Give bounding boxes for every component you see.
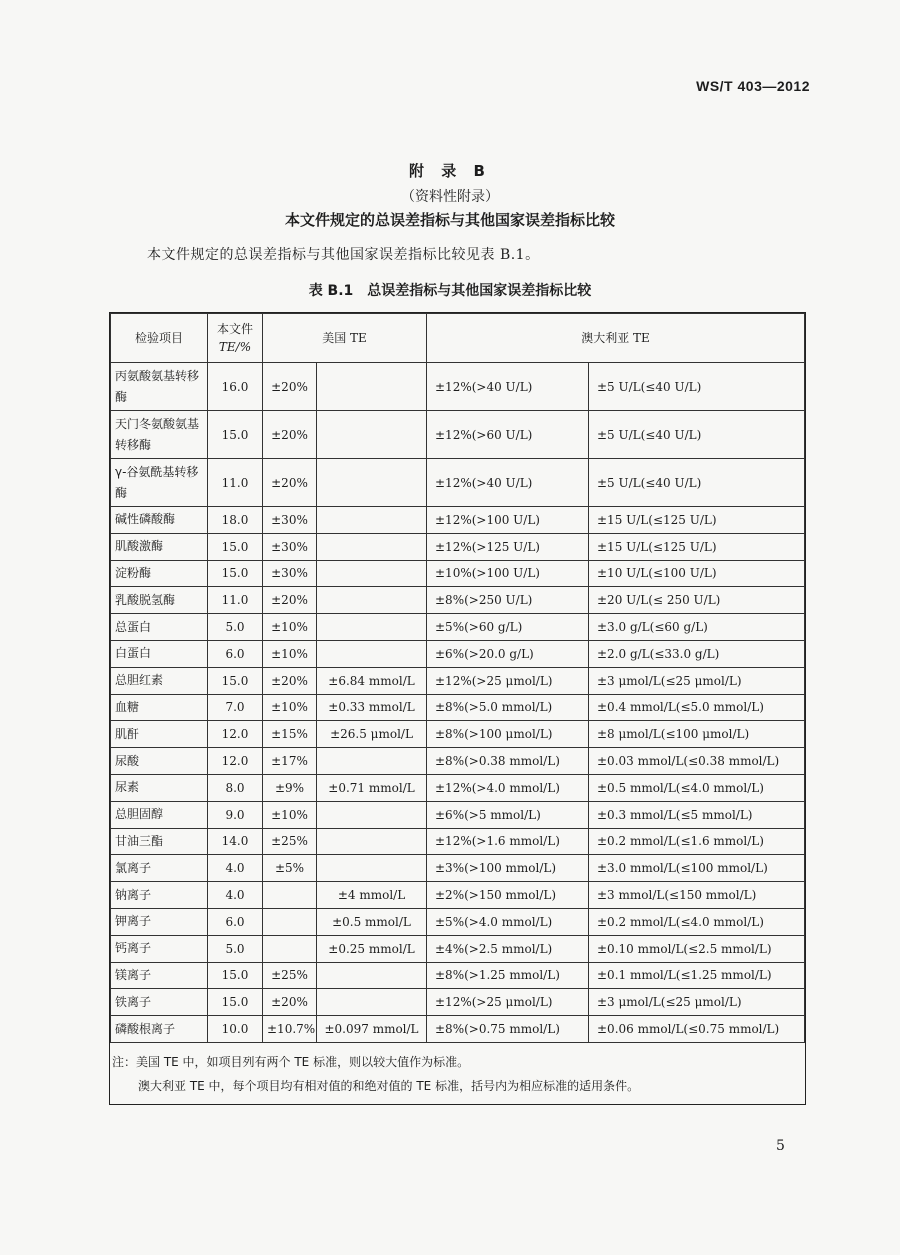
table-row [111,989,805,1016]
table-row [111,587,805,614]
table-row [111,614,805,641]
table-row [111,882,805,909]
au-te-absolute-cell: ±3 μmol/L(≤25 μmol/L) [589,989,805,1016]
this-doc-te-cell: 8.0 [208,774,263,801]
note-line-1: 注：美国 TE 中，如项目列有两个 TE 标准，则以较大值作为标准。 [112,1055,470,1069]
au-te-relative-cell: ±12%(>25 μmol/L) [427,989,589,1016]
au-te-relative-cell: ±12%(>60 U/L) [427,411,589,459]
us-te-percent-cell: ±20% [263,667,317,694]
au-te-relative-cell: ±3%(>100 mmol/L) [427,855,589,882]
us-te-percent-cell: ±25% [263,962,317,989]
us-te-percent-cell: ±20% [263,459,317,507]
item-name-cell: 钾离子 [111,908,208,935]
comparison-table [110,313,805,1043]
table-row [111,694,805,721]
this-doc-te-cell: 18.0 [208,507,263,534]
this-doc-te-cell: 11.0 [208,587,263,614]
us-te-percent-cell: ±10.7% [263,1016,317,1043]
appendix-title: 附 录 B [409,162,491,180]
item-name-cell: 白蛋白 [111,640,208,667]
au-te-relative-cell: ±8%(>0.38 mmol/L) [427,748,589,775]
this-doc-te-cell: 16.0 [208,363,263,411]
us-te-absolute-cell [317,411,427,459]
header-this-doc [208,314,263,363]
item-name-cell: 碱性磷酸酶 [111,507,208,534]
us-te-absolute-cell [317,560,427,587]
au-te-absolute-cell: ±15 U/L(≤125 U/L) [589,507,805,534]
au-te-relative-cell: ±6%(>20.0 g/L) [427,640,589,667]
us-te-absolute-cell [317,962,427,989]
this-doc-te-cell: 11.0 [208,459,263,507]
this-doc-te-cell: 15.0 [208,989,263,1016]
au-te-relative-cell: ±12%(>40 U/L) [427,363,589,411]
table-row [111,828,805,855]
au-te-absolute-cell: ±0.4 mmol/L(≤5.0 mmol/L) [589,694,805,721]
us-te-percent-cell: ±20% [263,363,317,411]
this-doc-te-cell: 5.0 [208,614,263,641]
au-te-absolute-cell: ±0.2 mmol/L(≤4.0 mmol/L) [589,908,805,935]
table-row [111,1016,805,1043]
intro-paragraph: 本文件规定的总误差指标与其他国家误差指标比较见表 B.1。 [147,247,540,263]
this-doc-te-cell: 6.0 [208,640,263,667]
us-te-percent-cell: ±10% [263,801,317,828]
note-line-2: 澳大利亚 TE 中，每个项目均有相对值的和绝对值的 TE 标准，括号内为相应标准的适用条件。 [138,1079,640,1093]
table-notes [112,1050,639,1098]
au-te-relative-cell: ±12%(>1.6 mmol/L) [427,828,589,855]
us-te-percent-cell [263,908,317,935]
table-row [111,507,805,534]
item-name-cell: 丙氨酸氨基转移酶 [111,363,208,411]
item-name-cell: 总胆红素 [111,667,208,694]
table-row [111,801,805,828]
us-te-percent-cell: ±25% [263,828,317,855]
this-doc-te-cell: 6.0 [208,908,263,935]
item-name-cell: 镁离子 [111,962,208,989]
header-au-te: 澳大利亚 TE [427,314,805,363]
us-te-absolute-cell [317,828,427,855]
item-name-cell: 乳酸脱氢酶 [111,587,208,614]
header-us-te: 美国 TE [263,314,427,363]
au-te-absolute-cell: ±0.3 mmol/L(≤5 mmol/L) [589,801,805,828]
au-te-absolute-cell: ±10 U/L(≤100 U/L) [589,560,805,587]
us-te-percent-cell: ±10% [263,614,317,641]
au-te-absolute-cell: ±0.03 mmol/L(≤0.38 mmol/L) [589,748,805,775]
item-name-cell: γ-谷氨酰基转移酶 [111,459,208,507]
us-te-absolute-cell: ±0.097 mmol/L [317,1016,427,1043]
us-te-percent-cell: ±10% [263,640,317,667]
us-te-absolute-cell: ±0.5 mmol/L [317,908,427,935]
us-te-absolute-cell [317,614,427,641]
item-name-cell: 钙离子 [111,935,208,962]
this-doc-te-cell: 15.0 [208,667,263,694]
au-te-relative-cell: ±4%(>2.5 mmol/L) [427,935,589,962]
header-this-doc-line2: TE/% [218,340,252,354]
us-te-percent-cell: ±15% [263,721,317,748]
us-te-percent-cell: ±20% [263,587,317,614]
us-te-percent-cell: ±30% [263,560,317,587]
us-te-absolute-cell [317,801,427,828]
us-te-percent-cell: ±30% [263,533,317,560]
au-te-relative-cell: ±5%(>60 g/L) [427,614,589,641]
this-doc-te-cell: 12.0 [208,721,263,748]
au-te-absolute-cell: ±0.5 mmol/L(≤4.0 mmol/L) [589,774,805,801]
table-row [111,908,805,935]
this-doc-te-cell: 4.0 [208,882,263,909]
au-te-relative-cell: ±12%(>25 μmol/L) [427,667,589,694]
item-name-cell: 淀粉酶 [111,560,208,587]
table-row [111,962,805,989]
au-te-relative-cell: ±6%(>5 mmol/L) [427,801,589,828]
au-te-absolute-cell: ±20 U/L(≤ 250 U/L) [589,587,805,614]
au-te-relative-cell: ±5%(>4.0 mmol/L) [427,908,589,935]
au-te-absolute-cell: ±3.0 g/L(≤60 g/L) [589,614,805,641]
table-row [111,411,805,459]
table-row [111,855,805,882]
item-name-cell: 氯离子 [111,855,208,882]
table-row [111,533,805,560]
table-caption: 表 B.1 总误差指标与其他国家误差指标比较 [308,283,592,299]
this-doc-te-cell: 7.0 [208,694,263,721]
us-te-absolute-cell [317,855,427,882]
au-te-absolute-cell: ±15 U/L(≤125 U/L) [589,533,805,560]
item-name-cell: 尿酸 [111,748,208,775]
us-te-absolute-cell [317,989,427,1016]
us-te-absolute-cell: ±0.33 mmol/L [317,694,427,721]
item-name-cell: 磷酸根离子 [111,1016,208,1043]
item-name-cell: 肌酐 [111,721,208,748]
au-te-relative-cell: ±12%(>100 U/L) [427,507,589,534]
au-te-relative-cell: ±12%(>125 U/L) [427,533,589,560]
us-te-absolute-cell [317,640,427,667]
us-te-absolute-cell [317,533,427,560]
this-doc-te-cell: 15.0 [208,533,263,560]
au-te-absolute-cell: ±3.0 mmol/L(≤100 mmol/L) [589,855,805,882]
au-te-relative-cell: ±12%(>40 U/L) [427,459,589,507]
us-te-absolute-cell [317,748,427,775]
item-name-cell: 铁离子 [111,989,208,1016]
au-te-relative-cell: ±8%(>5.0 mmol/L) [427,694,589,721]
this-doc-te-cell: 15.0 [208,560,263,587]
au-te-absolute-cell: ±8 μmol/L(≤100 μmol/L) [589,721,805,748]
us-te-percent-cell: ±20% [263,411,317,459]
us-te-absolute-cell [317,459,427,507]
header-this-doc-line1: 本文件 [216,322,253,336]
au-te-relative-cell: ±12%(>4.0 mmol/L) [427,774,589,801]
item-name-cell: 总蛋白 [111,614,208,641]
table-row [111,667,805,694]
item-name-cell: 钠离子 [111,882,208,909]
table-header-row [111,314,805,363]
au-te-absolute-cell: ±0.1 mmol/L(≤1.25 mmol/L) [589,962,805,989]
us-te-absolute-cell: ±4 mmol/L [317,882,427,909]
table-row [111,459,805,507]
au-te-relative-cell: ±8%(>1.25 mmol/L) [427,962,589,989]
item-name-cell: 总胆固醇 [111,801,208,828]
au-te-absolute-cell: ±2.0 g/L(≤33.0 g/L) [589,640,805,667]
au-te-absolute-cell: ±3 mmol/L(≤150 mmol/L) [589,882,805,909]
this-doc-te-cell: 9.0 [208,801,263,828]
appendix-heading: 本文件规定的总误差指标与其他国家误差指标比较 [284,211,615,229]
item-name-cell: 肌酸激酶 [111,533,208,560]
this-doc-te-cell: 5.0 [208,935,263,962]
us-te-percent-cell: ±20% [263,989,317,1016]
au-te-absolute-cell: ±5 U/L(≤40 U/L) [589,411,805,459]
au-te-relative-cell: ±8%(>100 μmol/L) [427,721,589,748]
us-te-absolute-cell [317,507,427,534]
us-te-percent-cell [263,935,317,962]
table-row [111,935,805,962]
us-te-percent-cell: ±9% [263,774,317,801]
us-te-absolute-cell [317,363,427,411]
us-te-percent-cell: ±5% [263,855,317,882]
this-doc-te-cell: 14.0 [208,828,263,855]
au-te-absolute-cell: ±5 U/L(≤40 U/L) [589,459,805,507]
us-te-absolute-cell: ±26.5 μmol/L [317,721,427,748]
table-row [111,560,805,587]
us-te-percent-cell: ±10% [263,694,317,721]
us-te-absolute-cell: ±6.84 mmol/L [317,667,427,694]
au-te-absolute-cell: ±3 μmol/L(≤25 μmol/L) [589,667,805,694]
au-te-absolute-cell: ±0.10 mmol/L(≤2.5 mmol/L) [589,935,805,962]
table-row [111,774,805,801]
table-row [111,748,805,775]
us-te-percent-cell: ±30% [263,507,317,534]
this-doc-te-cell: 15.0 [208,411,263,459]
item-name-cell: 甘油三酯 [111,828,208,855]
appendix-subtitle: （资料性附录） [401,189,499,205]
table-row [111,721,805,748]
page-number: 5 [776,1138,785,1154]
au-te-absolute-cell: ±0.06 mmol/L(≤0.75 mmol/L) [589,1016,805,1043]
item-name-cell: 天门冬氨酸氨基转移酶 [111,411,208,459]
this-doc-te-cell: 10.0 [208,1016,263,1043]
au-te-relative-cell: ±8%(>0.75 mmol/L) [427,1016,589,1043]
au-te-relative-cell: ±10%(>100 U/L) [427,560,589,587]
au-te-absolute-cell: ±0.2 mmol/L(≤1.6 mmol/L) [589,828,805,855]
this-doc-te-cell: 15.0 [208,962,263,989]
au-te-relative-cell: ±8%(>250 U/L) [427,587,589,614]
this-doc-te-cell: 4.0 [208,855,263,882]
us-te-percent-cell [263,882,317,909]
table-body [111,363,805,1043]
us-te-percent-cell: ±17% [263,748,317,775]
us-te-absolute-cell [317,587,427,614]
au-te-absolute-cell: ±5 U/L(≤40 U/L) [589,363,805,411]
header-item: 检验项目 [111,314,208,363]
item-name-cell: 尿素 [111,774,208,801]
au-te-relative-cell: ±2%(>150 mmol/L) [427,882,589,909]
this-doc-te-cell: 12.0 [208,748,263,775]
comparison-table-frame [109,312,806,1105]
item-name-cell: 血糖 [111,694,208,721]
us-te-absolute-cell: ±0.25 mmol/L [317,935,427,962]
standard-code: WS/T 403—2012 [696,78,810,94]
table-row [111,363,805,411]
us-te-absolute-cell: ±0.71 mmol/L [317,774,427,801]
table-row [111,640,805,667]
